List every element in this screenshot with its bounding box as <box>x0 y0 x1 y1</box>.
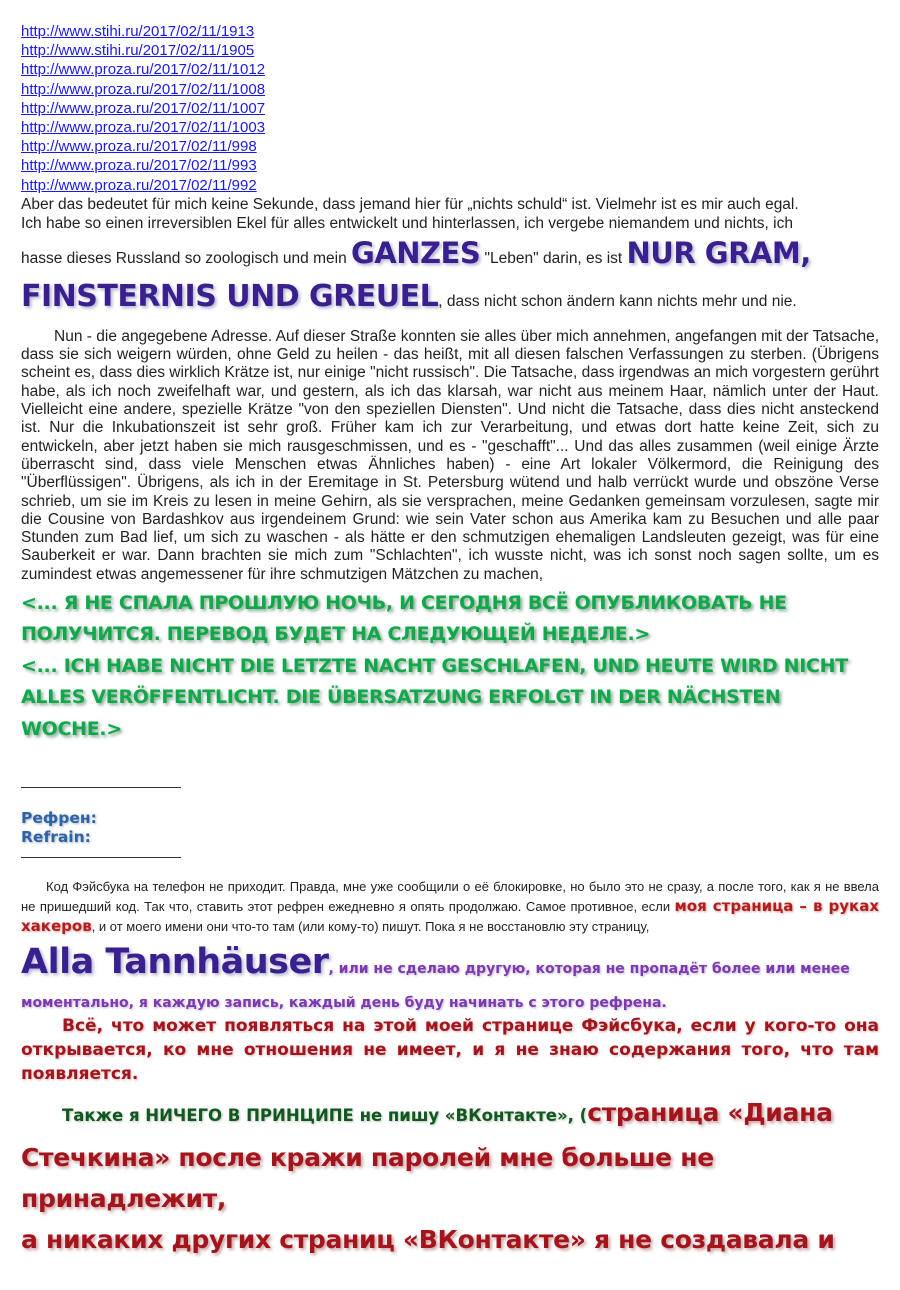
paragraph-address: Nun - die angegebene Adresse. Auf dieser Straße konnten sie alles über mich annehmen, angefangen mit der Tatsache, dass sie sich weigern würden, ohne Geld zu heilen - das heißt, mit all diesen falschen Verfassungen zu sterben. (Übrigens scheint es, dass dies wirklich Krätze ist, nur einige "nicht russisch". Die Tatsache, dass irgendwas an mich vorgestern gerührt habe, als ich noch zweifelhaft war, und gestern, als ich das klarsah, war nicht aus meinem Haar, nämlich unter der Haut. Vielleicht eine andere, spezielle Krätze "von den speziellen Diensten". Und nicht die Tatsache, dass dies nicht ansteckend ist. Nur die Inkubationszeit ist sehr groß. Früher kam ich zur Verarbeitung, und etwas dort hatte keine Zeit, sich zu entwickeln, aber jetzt haben sie mich rausgeschmissen, und es - "geschafft"... Und das alles zusammen (weil einige Ärzte überrascht sind, dass viele Menschen etwas Ähnliches haben) - eine Art lokaler Völkermord, die Reinigung des "Überflüssigen". Übrigens, als ich in der Eremitage in St. Petersburg wütend und halb verrückt wurde und obszöne Verse schrieb, um sie im Kreis zu lesen in meine Gehirn, als sie versprachen, meine Gedanken gemeinsam vorzulesen, sagte mir die Cousine von Bardashkov aus irgendeinem Grund: wie sein Vater schon aus Amerika kam zu Besuchen und alle paar Stunden zum Bad lief, um sich zu waschen - als hätte er den schmutzigen ehemaligen Landsleuten gezeigt, was für eine Sauberkeit er war. Dann brachten sie mich zum "Schlachten", ich wusste nicht, was ich sonst noch sagen sollte, um es zumindest etwas angemessener für ihre schmutzigen Mätzchen zu machen, <box>21 327 879 583</box>
refrain-heading <box>21 809 879 847</box>
vk-text: Также я НИЧЕГО В ПРИНЦИПЕ не пишу «ВКонтакте», ( <box>62 1105 588 1125</box>
link-item[interactable]: http://www.proza.ru/2017/02/11/1003 <box>21 119 266 137</box>
link-item[interactable]: http://www.proza.ru/2017/02/11/1007 <box>21 99 266 117</box>
intro-text: "Leben" darin, es ist <box>480 249 627 267</box>
link-item[interactable]: http://www.proza.ru/2017/02/11/998 <box>21 138 257 156</box>
emphasis-hackers: моя страница – в руках хакеров <box>21 897 879 936</box>
divider <box>21 857 181 858</box>
link-item[interactable]: http://www.proza.ru/2017/02/11/1008 <box>21 80 266 98</box>
paragraph-intro <box>21 195 879 326</box>
link-list <box>21 22 879 195</box>
intro-line-3 <box>21 233 879 279</box>
link-item[interactable]: http://www.stihi.ru/2017/02/11/1913 <box>21 23 255 40</box>
paragraph-disclaimer: Всё, что может появляться на этой моей странице Фэйсбука, если у кого-то она открывается, ко мне отношения не имеет, и я не знаю содержания того, что там появляется. <box>21 1015 879 1084</box>
document-page <box>21 22 879 1260</box>
link-item[interactable]: http://www.proza.ru/2017/02/11/992 <box>21 176 257 194</box>
intro-line-2: Ich habe so einen irreversiblen Ekel für alles entwickelt und hinterlassen, ich vergebe niemandem und nichts, ich <box>21 214 793 232</box>
intro-text: hasse dieses Russland so zoologisch und mein <box>21 249 351 267</box>
refrain-heading-ru: Рефрен: <box>21 809 97 828</box>
emphasis-vk-line-2: Стечкина» после кражи паролей мне больше не принадлежит, <box>21 1142 714 1213</box>
link-item[interactable]: http://www.proza.ru/2017/02/11/993 <box>21 157 257 175</box>
author-line <box>21 941 879 990</box>
author-line-continued: моментально, я каждую запись, каждый день буду начинать с этого рефрена. <box>21 994 667 1011</box>
refrain-heading-de: Refrain: <box>21 828 91 847</box>
link-item[interactable]: http://www.stihi.ru/2017/02/11/1905 <box>21 42 255 60</box>
emphasis-vk-line-3: а никаких других страниц «ВКонтакте» я не создавала и <box>21 1224 835 1254</box>
author-line-text: , или не сделаю другую, которая не пропадёт более или менее <box>328 960 850 977</box>
author-name: Alla Tannhäuser <box>21 941 329 982</box>
emphasis-vk-page: страница «Диана <box>587 1097 833 1127</box>
divider <box>21 787 181 788</box>
facebook-text: , и от моего имени они что-то там (или кому-то) пишут. Пока я не восстановлю эту страницу, <box>91 919 650 935</box>
notice-russian: <... Я НЕ СПАЛА ПРОШЛУЮ НОЧЬ, И СЕГОДНЯ ВСЁ ОПУБЛИКОВАТЬ НЕ ПОЛУЧИТСЯ. ПЕРЕВОД БУДЕТ НА СЛЕДУЮЩЕЙ НЕДЕЛЕ.> <box>21 591 787 646</box>
emphasis-finsternis: FINSTERNIS UND GREUEL <box>21 278 439 314</box>
emphasis-nur-gram: NUR GRAM, <box>626 235 811 270</box>
notice-german: <... ICH HABE NICHT DIE LETZTE NACHT GESCHLAFEN, UND HEUTE WIRD NICHT ALLES VERÖFFENTLICHT. DIE ÜBERSATZUNG ERFOLGT IN DER NÄCHSTEN WOCHE.> <box>21 654 848 740</box>
intro-line-4 <box>21 273 879 326</box>
intro-text: , dass nicht schon ändern kann nichts mehr und nie. <box>438 292 797 310</box>
intro-line-1: Aber das bedeutet für mich keine Sekunde, dass jemand hier für „nichts schuld“ ist. Vielmehr ist es mir auch egal. <box>21 195 799 213</box>
link-item[interactable]: http://www.proza.ru/2017/02/11/1012 <box>21 61 266 79</box>
paragraph-vkontakte <box>21 1092 879 1137</box>
paragraph-facebook <box>21 877 879 936</box>
facebook-text: Код Фэйсбука на телефон не приходит. Правда, мне уже сообщили о её блокировке, но было это не сразу, а после того, как я не ввела не пришедший код. Так что, ставить этот рефрен ежедневно я опять продолжаю. Самое противное, если <box>21 879 879 915</box>
emphasis-ganzes: GANZES <box>351 235 481 270</box>
